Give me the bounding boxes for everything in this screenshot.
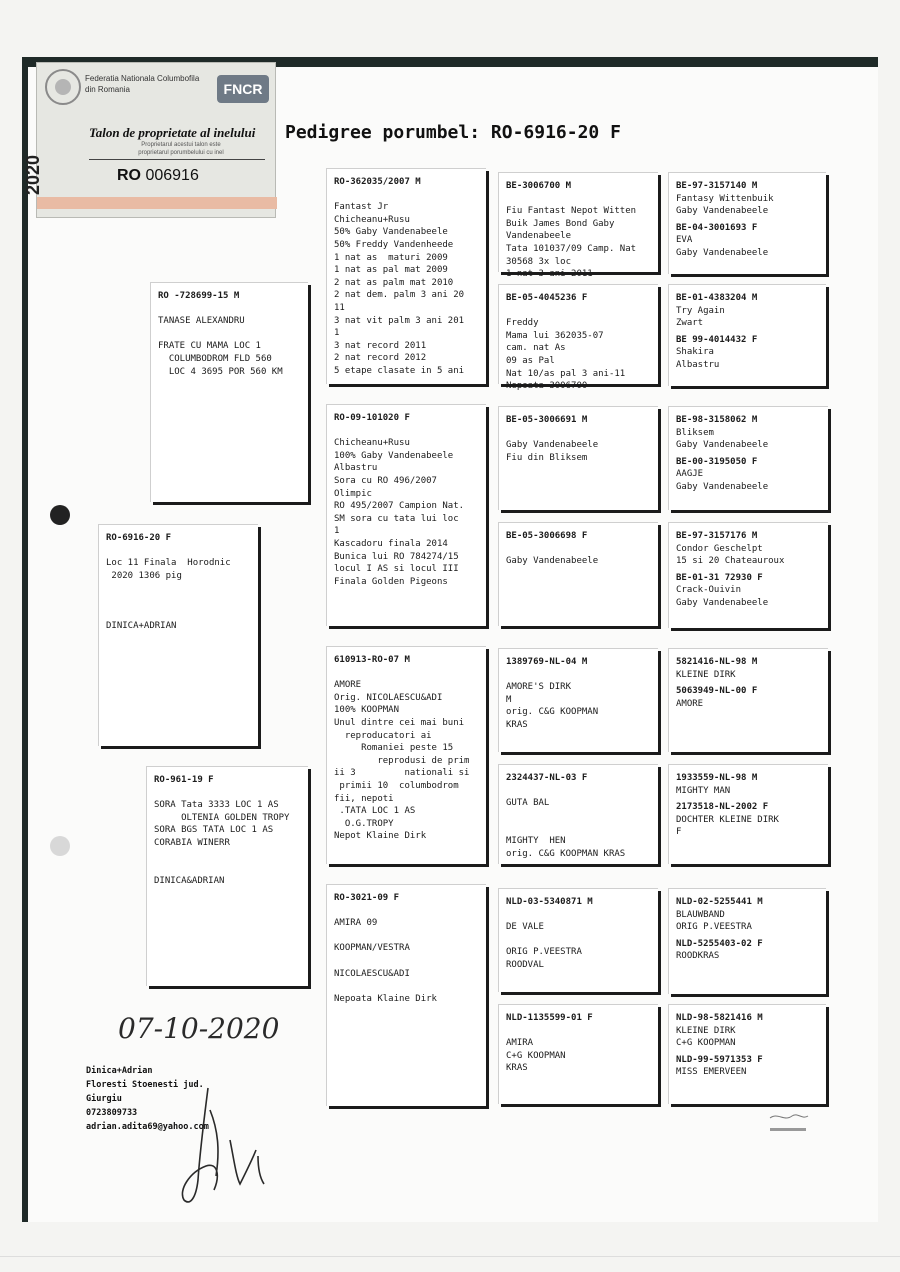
ring-number: BE-01-4383204 M [676,293,758,303]
ring-number: BE-01-31 72930 F [676,572,763,583]
pedigree-info-line: Gaby Vandenabeele [676,247,769,258]
pedigree-info-line: Fiu Fantast Nepot Witten [506,206,637,217]
pedigree-info-line: Gaby Vandenabeele [676,481,769,492]
pedigree-gen5-box [668,406,828,510]
pedigree-info-line: CORABIA WINERR [154,837,230,848]
pedigree-info-line: 1 [334,526,340,537]
pedigree-info-line [506,822,651,835]
pedigree-info-line [334,930,479,943]
pedigree-info-line: Buik James Bond Gaby [506,218,615,229]
pedigree-gen4-box [498,522,658,626]
pedigree-gen4-box [498,406,658,510]
ring-number: NLD-5255403-02 F [676,938,763,949]
pedigree-info-line: Bliksem [676,427,714,438]
pedigree-info-line: ROODVAL [506,959,544,970]
pedigree-info-line: AMORE [676,698,704,709]
pedigree-info-line: Nepoata 3006700 [506,381,588,392]
pedigree-info-line: 11 [334,302,345,313]
pedigree-info-line: 3 nat vit palm 3 ani 201 [334,315,465,326]
pedigree-info-line: C+G KOOPMAN [506,1050,566,1061]
certificate-divider [89,159,265,160]
pedigree-info-line [154,850,301,863]
ring-number: RO -728699-15 M [158,291,240,301]
pedigree-info-line [106,608,251,621]
ring-number: BE-04-3001693 F [676,222,758,233]
ring-number: RO-362035/2007 M [334,177,421,187]
pedigree-info-line [506,785,651,798]
pedigree-info-line [154,787,301,800]
pedigree-info-line: Unul dintre cei mai buni [334,717,465,728]
owner-line: Giurgiu [86,1094,122,1104]
ring-number: 5821416-NL-98 M [676,657,758,667]
pedigree-info-line: 100% KOOPMAN [334,705,400,716]
pedigree-info-line: primii 10 columbodrom [334,780,459,791]
pedigree-info-line [106,595,251,608]
pedigree-gen4-box [498,764,658,864]
handwritten-signature [160,1080,280,1210]
pedigree-info-line: locul I AS si locul III [334,564,459,575]
pedigree-info-line: Mama lui 362035-07 [506,330,604,341]
pedigree-info-line [506,1025,651,1038]
ring-number: RO-09-101020 F [334,413,410,423]
pedigree-info-line: 30568 3x loc [506,256,572,267]
pedigree-info-line: 2 nat as palm mat 2010 [334,277,454,288]
pedigree-info-line: 1 [334,328,340,339]
pedigree-info-line: MIGHTY HEN [506,835,566,846]
pedigree-info-line: KLEINE DIRK [676,1025,736,1036]
pedigree-info-line: 100% Gaby Vandenabeele [334,450,454,461]
ring-number: BE-97-3157176 M [676,531,758,541]
pedigree-info-line: 5 etape clasate in 5 ani [334,365,465,376]
pedigree-info-line: Fiu din Bliksem [506,452,588,463]
pedigree-sire-sire-box [326,168,486,384]
pedigree-info-line: Nepoata Klaine Dirk [334,993,437,1004]
pedigree-info-line: Nepot Klaine Dirk [334,831,427,842]
pedigree-info-line: 50% Freddy Vandenheede [334,239,454,250]
punch-hole [50,836,70,856]
pedigree-info-line: Romaniei peste 15 [334,743,454,754]
ring-number: NLD-99-5971353 F [676,1054,763,1065]
pedigree-info-line: Chicheanu+Rusu [334,438,410,449]
pedigree-info-line [506,669,651,682]
pedigree-info-line: MISS EMERVEEN [676,1067,747,1078]
pedigree-info-line: 1 nat as maturi 2009 [334,252,448,263]
ring-number: 1389769-NL-04 M [506,657,588,667]
pedigree-info-line: Albastru [334,463,378,474]
pedigree-info-line: SORA BGS TATA LOC 1 AS [154,825,274,836]
pedigree-info-line: AMIRA [506,1038,534,1049]
pedigree-info-line [334,425,479,438]
brand-logo: FNCR [217,75,269,103]
pedigree-info-line [506,909,651,922]
pedigree-info-line: Shakira [676,347,714,358]
pedigree-info-line [334,980,479,993]
pedigree-info-line: OLTENIA GOLDEN TROPY [154,812,290,823]
certificate-subtitle: Proprietarul acestui talon este proprietarul porumbelului cu inel [138,142,224,156]
federation-name: Federatia Nationala Columbofila din Romania [85,74,200,94]
pedigree-info-line: FRATE CU MAMA LOC 1 [158,341,261,352]
ring-number: BE-3006700 M [506,181,572,191]
ring-number: BE-05-3006691 M [506,415,588,425]
ring-number: RO-961-19 F [154,775,214,785]
pedigree-info-line: AMORE'S DIRK [506,682,572,693]
pedigree-info-line: Gaby Vandenabeele [506,440,599,451]
certificate-number: RO 006916 [117,167,199,184]
pedigree-sire-dam-box [326,404,486,626]
owner-line: Dinica+Adrian [86,1066,153,1076]
pedigree-gen4-box [498,284,658,392]
punch-hole [50,505,70,525]
federation-logo-icon [45,69,81,105]
pedigree-info-line: Vandenabeele [506,231,572,242]
pedigree-info-line: KLEINE DIRK [676,669,736,680]
pedigree-info-line: RO 495/2007 Campion Nat. [334,501,465,512]
pedigree-info-line [506,810,651,823]
pedigree-info-line: Condor Geschelpt [676,543,763,554]
ring-number: 1933559-NL-98 M [676,773,758,783]
handwritten-date: 07-10-2020 [118,1012,280,1045]
owner-line: 0723809733 [86,1108,138,1118]
pedigree-info-line: AAGJE [676,469,704,480]
pedigree-gen4-box [498,648,658,752]
pedigree-info-line: EVA [676,235,693,246]
ring-number: BE-98-3158062 M [676,415,758,425]
pedigree-gen4-box [498,172,658,280]
small-stamp-mark [764,1108,812,1138]
pedigree-info-line: Orig. NICOLAESCU&ADI [334,692,443,703]
pedigree-info-line: Tata 101037/09 Camp. Nat [506,243,637,254]
pedigree-info-line: O.G.TROPY [334,818,394,829]
pedigree-info-line: Zwart [676,318,704,329]
ring-number: RO-3021-09 F [334,893,400,903]
pedigree-gen5-box [668,522,828,628]
pedigree-info-line: Fantast Jr [334,202,389,213]
pedigree-info-line [506,934,651,947]
pedigree-info-line: Gaby Vandenabeele [676,206,769,217]
pedigree-info-line [334,189,479,202]
pedigree-info-line: COLUMBODROM FLD 560 [158,353,272,364]
page-title: Pedigree porumbel: RO-6916-20 F [285,122,621,143]
pedigree-info-line: 2020 1306 pig [106,570,182,581]
ring-number: NLD-03-5340871 M [506,897,593,907]
pedigree-info-line: C+G KOOPMAN [676,1038,736,1049]
pedigree-info-line: reproducatori ai [334,730,432,741]
ring-number: 2324437-NL-03 F [506,773,588,783]
pedigree-info-line: NICOLAESCU&ADI [334,968,410,979]
pedigree-info-line: Olimpic [334,488,372,499]
pedigree-info-line: ORIG P.VEESTRA [676,922,752,933]
pedigree-info-line: MIGHTY MAN [676,785,731,796]
pedigree-gen5-box [668,1004,826,1104]
ring-number: NLD-98-5821416 M [676,1013,763,1023]
pedigree-gen5-box [668,648,828,752]
pedigree-info-line: TANASE ALEXANDRU [158,316,245,327]
pedigree-info-line: DOCHTER KLEINE DIRK [676,814,779,825]
ring-number: NLD-1135599-01 F [506,1013,593,1023]
pedigree-info-line: ii 3 nationali si [334,768,470,779]
pedigree-info-line: Gaby Vandenabeele [676,440,769,451]
pedigree-info-line: ORIG P.VEESTRA [506,947,582,958]
pedigree-info-line: 3 nat record 2011 [334,340,427,351]
pedigree-info-line [506,193,651,206]
certificate-year: 2020 [23,154,43,195]
ring-number: 5063949-NL-00 F [676,686,758,697]
pedigree-gen5-box [668,172,826,274]
pedigree-info-line: 1 nat as pal mat 2009 [334,265,448,276]
pedigree-gen5-box [668,888,826,994]
pedigree-sire-box [150,282,308,502]
pedigree-info-line: 2 nat dem. palm 3 ani 20 [334,290,465,301]
pedigree-info-line: Chicheanu+Rusu [334,214,410,225]
certificate-title: Talon de proprietate al inelului [89,125,256,140]
pedigree-info-line: ROODKRAS [676,951,720,962]
pedigree-info-line: Bunica lui RO 784274/15 [334,551,459,562]
ring-number: NLD-02-5255441 M [676,897,763,907]
pedigree-info-line: 1 nat 3 ani 2011 [506,269,593,280]
pedigree-gen5-box [668,284,826,386]
ring-number: BE-05-4045236 F [506,293,588,303]
pedigree-gen4-box [498,1004,658,1104]
pedigree-info-line: .TATA LOC 1 AS [334,806,416,817]
pedigree-info-line: cam. nat As [506,343,566,354]
ring-number: BE 99-4014432 F [676,334,758,345]
pedigree-info-line: BLAUWBAND [676,909,725,920]
pedigree-info-line: orig. C&G KOOPMAN [506,707,599,718]
pedigree-info-line: orig. C&G KOOPMAN KRAS [506,848,626,859]
pedigree-info-line: Kascadoru finala 2014 [334,538,448,549]
pedigree-info-line: Crack-Ouivin [676,585,742,596]
pedigree-dam-sire-box [326,646,486,864]
pedigree-gen5-box [668,764,828,864]
pedigree-info-line [506,305,651,318]
ring-number: BE-97-3157140 M [676,181,758,191]
pedigree-info-line: Try Again [676,305,725,316]
pedigree-info-line: 09 as Pal [506,355,555,366]
pedigree-info-line: LOC 4 3695 POR 560 KM [158,366,283,377]
pedigree-dam-dam-box [326,884,486,1106]
ring-number: 610913-RO-07 M [334,655,410,665]
pedigree-info-line: DINICA+ADRIAN [106,621,177,632]
pedigree-info-line: Nat 10/as pal 3 ani-11 [506,368,626,379]
owner-line: Floresti Stoenesti jud. [86,1080,204,1090]
pedigree-info-line: Albastru [676,359,720,370]
pedigree-gen4-box [498,888,658,992]
pedigree-info-line [158,328,301,341]
pedigree-info-line: 15 si 20 Chateauroux [676,556,785,567]
owner-line: adrian.adita69@yahoo.com [86,1122,209,1132]
pedigree-info-line [334,667,479,680]
pedigree-info-line [106,545,251,558]
pedigree-info-line: SORA Tata 3333 LOC 1 AS [154,800,279,811]
pedigree-info-line: Sora cu RO 496/2007 [334,475,437,486]
pedigree-info-line: Freddy [506,318,539,329]
pedigree-dam-box [146,766,308,986]
page-edge [0,1256,900,1257]
ring-number: RO-6916-20 F [106,533,172,543]
pedigree-info-line: F [676,827,682,838]
pedigree-info-line: 50% Gaby Vandenabeele [334,227,448,238]
pedigree-info-line: Loc 11 Finala Horodnic [106,558,231,569]
pedigree-info-line: fii, nepoti [334,793,394,804]
pedigree-info-line: DE VALE [506,922,544,933]
pedigree-info-line: DINICA&ADRIAN [154,875,225,886]
pedigree-subject-box [98,524,258,746]
pedigree-info-line: M [506,694,512,705]
pedigree-info-line: Finala Golden Pigeons [334,576,448,587]
pedigree-info-line: KRAS [506,719,528,730]
pedigree-info-line: Gaby Vandenabeele [506,556,599,567]
pedigree-info-line [106,582,251,595]
pedigree-info-line [154,862,301,875]
pedigree-info-line: AMORE [334,680,362,691]
pedigree-info-line [158,303,301,316]
pedigree-info-line: SM sora cu tata lui loc [334,513,459,524]
ring-number: 2173518-NL-2002 F [676,802,769,813]
pedigree-info-line: Gaby Vandenabeele [676,597,769,608]
ring-ownership-certificate [23,62,276,218]
pedigree-info-line [334,905,479,918]
pedigree-info-line [506,427,651,440]
ring-number: BE-05-3006698 F [506,531,588,541]
pedigree-info-line: KRAS [506,1063,528,1074]
pedigree-info-line: KOOPMAN/VESTRA [334,943,410,954]
pedigree-info-line: GUTA BAL [506,798,550,809]
pedigree-info-line: AMIRA 09 [334,918,378,929]
pedigree-info-line: Fantasy Wittenbuik [676,193,774,204]
pedigree-info-line [506,543,651,556]
ring-number: BE-00-3195050 F [676,456,758,467]
certificate-stripe [37,197,277,209]
pedigree-info-line: reprodusi de prim [334,755,470,766]
pedigree-info-line [334,955,479,968]
pedigree-info-line: 2 nat record 2012 [334,353,427,364]
